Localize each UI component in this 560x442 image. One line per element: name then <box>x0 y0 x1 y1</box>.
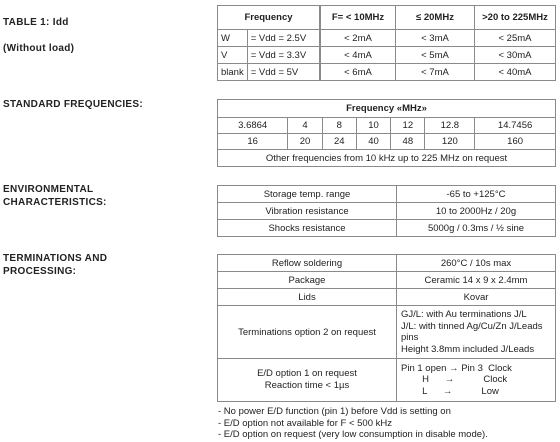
frequency-cell: 4 <box>288 118 322 134</box>
standard-frequencies-label: STANDARD FREQUENCIES: <box>3 99 144 110</box>
header-lt10: F= < 10MHz <box>321 6 396 30</box>
table-row <box>218 359 556 402</box>
frequency-cell: 12.8 <box>425 118 475 134</box>
table-row <box>218 64 556 81</box>
env-value: 10 to 2000Hz / 20g <box>397 203 556 220</box>
header-gt20: >20 to 225MHz <box>475 6 556 30</box>
idd-value: < 4mA <box>321 47 396 64</box>
header-frequency: Frequency <box>218 6 320 30</box>
frequency-cell: 24 <box>322 134 356 150</box>
notes <box>218 406 488 441</box>
idd-value: < 2mA <box>321 30 396 47</box>
table-row <box>218 186 556 203</box>
ed-option-name: E/D option 1 on request Reaction time < 1µs <box>218 359 397 402</box>
supply-condition: = Vdd = 5V <box>247 64 319 81</box>
frequency-cell: 40 <box>356 134 390 150</box>
term-option-name: Terminations option 2 on request <box>218 306 397 359</box>
table-row <box>218 255 556 272</box>
frequency-cell: 10 <box>356 118 390 134</box>
table-row <box>218 306 556 359</box>
note-line: - No power E/D function (pin 1) before Vdd is setting on <box>218 406 451 417</box>
idd-table <box>217 5 556 81</box>
environmental-table <box>217 185 556 237</box>
frequency-cell: 120 <box>425 134 475 150</box>
table1-title-text: TABLE 1: Idd <box>3 17 69 28</box>
table-row <box>218 272 556 289</box>
reflow-name: Reflow soldering <box>218 255 397 272</box>
table-row <box>218 47 556 64</box>
header-le20: ≤ 20MHz <box>396 6 475 30</box>
env-value: 5000g / 0.3ms / ½ sine <box>397 220 556 237</box>
reflow-value: 260°C / 10s max <box>397 255 556 272</box>
idd-value: < 40mA <box>475 64 556 81</box>
table1-subtitle: (Without load) <box>3 43 75 54</box>
ed-option-value: Pin 1 open → Pin 3 Clock H → Clock L → Low <box>397 359 556 402</box>
supply-code: W <box>218 30 248 47</box>
lids-name: Lids <box>218 289 397 306</box>
environmental-label: ENVIRONMENTAL CHARACTERISTICS: <box>3 184 107 208</box>
note-line: - E/D option on request (very low consumption in disable mode). <box>218 429 488 441</box>
env-name: Vibration resistance <box>218 203 397 220</box>
frequency-cell: 8 <box>322 118 356 134</box>
frequency-cell: 12 <box>391 118 425 134</box>
frequency-cell: 14.7456 <box>475 118 556 134</box>
idd-value: < 3mA <box>396 30 475 47</box>
frequency-cell: 48 <box>391 134 425 150</box>
terminations-label: TERMINATIONS AND PROCESSING: <box>3 253 108 277</box>
supply-condition: = Vdd = 2.5V <box>247 30 319 47</box>
table-row <box>218 30 556 47</box>
frequency-cell: 3.6864 <box>218 118 288 134</box>
env-name: Shocks resistance <box>218 220 397 237</box>
frequency-footer: Other frequencies from 10 kHz up to 225 MHz on request <box>218 150 556 167</box>
supply-code: blank <box>218 64 248 81</box>
env-value: -65 to +125°C <box>397 186 556 203</box>
standard-frequencies-table <box>217 99 556 167</box>
frequency-cell: 160 <box>475 134 556 150</box>
supply-condition: = Vdd = 3.3V <box>247 47 319 64</box>
idd-value: < 30mA <box>475 47 556 64</box>
table-row <box>218 134 556 150</box>
note-line: - E/D option not available for F < 500 kHz <box>218 417 392 429</box>
idd-value: < 25mA <box>475 30 556 47</box>
terminations-table <box>217 254 556 402</box>
package-value: Ceramic 14 x 9 x 2.4mm <box>397 272 556 289</box>
idd-value: < 5mA <box>396 47 475 64</box>
table-row <box>218 220 556 237</box>
supply-code: V <box>218 47 248 64</box>
env-name: Storage temp. range <box>218 186 397 203</box>
package-name: Package <box>218 272 397 289</box>
frequency-cell: 20 <box>288 134 322 150</box>
term-option-value: GJ/L: with Au terminations J/L J/L: with tinned Ag/Cu/Zn J/Leads pins Height 3.8mm included J/Leads <box>397 306 556 359</box>
table1-title <box>3 3 74 55</box>
frequency-header: Frequency «MHz» <box>218 100 556 118</box>
frequency-cell: 16 <box>218 134 288 150</box>
table-row <box>218 203 556 220</box>
lids-value: Kovar <box>397 289 556 306</box>
idd-value: < 6mA <box>321 64 396 81</box>
idd-value: < 7mA <box>396 64 475 81</box>
table-row <box>218 289 556 306</box>
table-row <box>218 118 556 134</box>
